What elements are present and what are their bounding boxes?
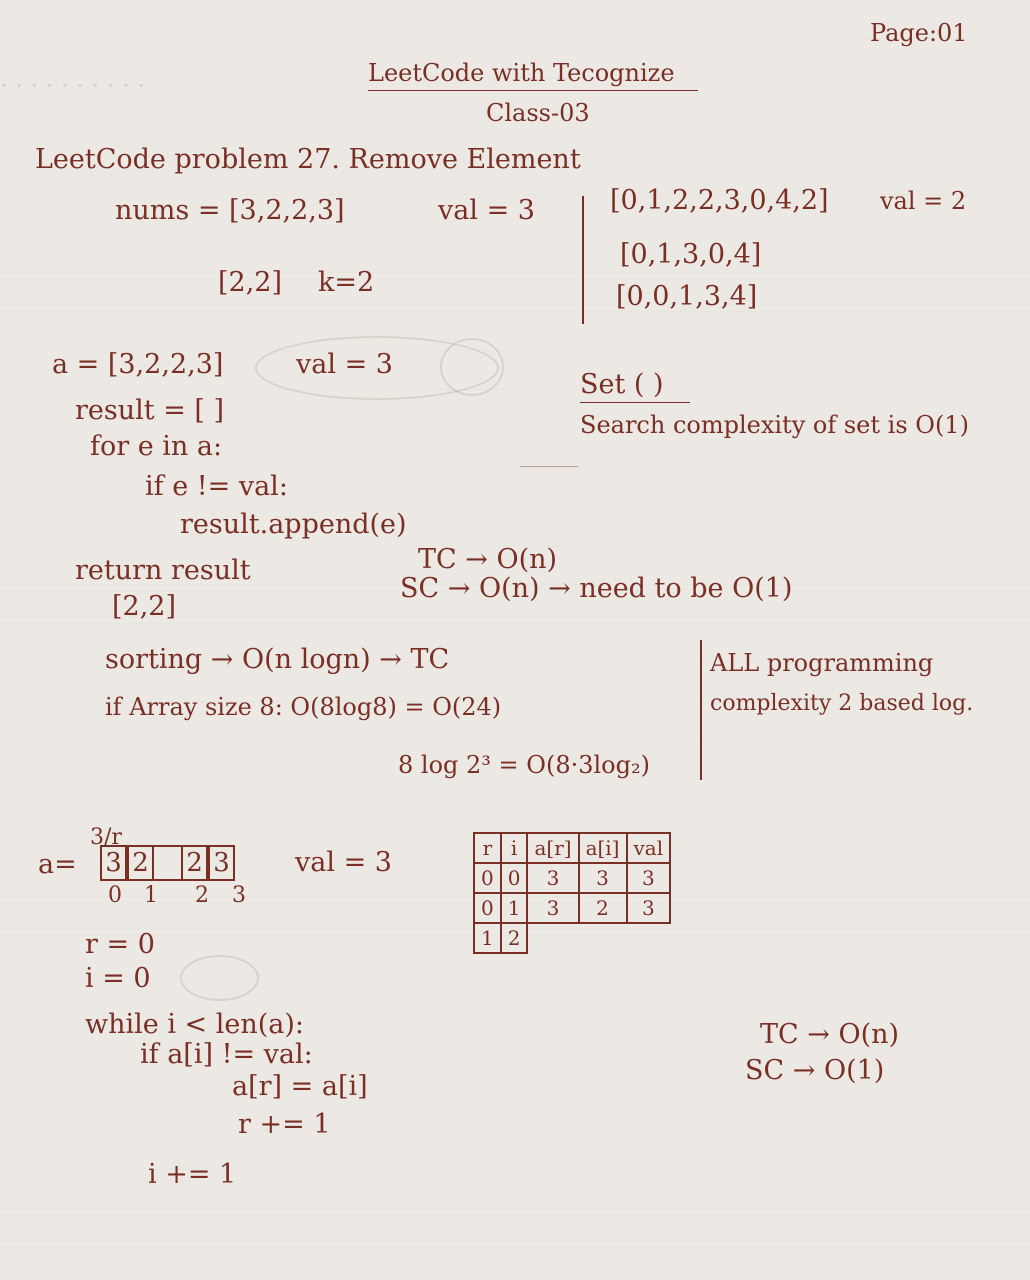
trace-cell: 2 <box>501 923 528 953</box>
trace-cell: 1 <box>501 893 528 923</box>
trace-table-header <box>474 833 670 863</box>
array-val: val = 3 <box>295 847 392 878</box>
approach1-result: [2,2] <box>112 591 177 622</box>
trace-header-cell: r <box>474 833 501 863</box>
approach1-space-complexity: SC → O(n) → need to be O(1) <box>400 573 793 604</box>
array-index: 2 <box>195 883 209 908</box>
approach1-val: val = 3 <box>296 349 393 380</box>
page-title: LeetCode with Tecognize <box>368 59 675 87</box>
approach2-time-complexity: TC → O(n) <box>760 1019 900 1050</box>
trace-table <box>473 832 671 954</box>
example1-val: val = 3 <box>438 195 535 226</box>
example1-k: k=2 <box>318 267 375 298</box>
example2-step1: [0,1,3,0,4] <box>620 239 762 270</box>
array-index: 1 <box>144 883 158 908</box>
ghost-dash <box>520 466 578 467</box>
approach2-space-complexity: SC → O(1) <box>745 1055 885 1086</box>
trace-cell: 2 <box>579 893 627 923</box>
side-note-line1: ALL programming <box>710 649 934 677</box>
trace-table-row <box>474 923 670 953</box>
trace-cell: 1 <box>474 923 501 953</box>
trace-header-cell: a[i] <box>579 833 627 863</box>
trace-cell: 3 <box>579 863 627 893</box>
array-cell: 3 <box>208 845 235 881</box>
trace-cell <box>527 923 578 953</box>
trace-table-row <box>474 893 670 923</box>
problem-heading: LeetCode problem 27. Remove Element <box>35 144 581 175</box>
trace-cell: 0 <box>474 893 501 923</box>
trace-header-cell: val <box>627 833 671 863</box>
approach1-time-complexity: TC → O(n) <box>418 544 558 575</box>
set-note-underline <box>580 402 690 403</box>
trace-table-row <box>474 863 670 893</box>
array-cell-spacer <box>154 845 181 881</box>
approach1-result-init: result = [ ] <box>75 395 225 426</box>
title-underline <box>368 90 698 91</box>
approach2-i-increment: i += 1 <box>148 1159 237 1190</box>
approach2-i-init: i = 0 <box>85 963 151 994</box>
trace-cell: 0 <box>501 863 528 893</box>
approach2-r-init: r = 0 <box>85 929 155 960</box>
trace-header-cell: a[r] <box>527 833 578 863</box>
example2-step2: [0,0,1,3,4] <box>616 281 758 312</box>
sorting-complexity: sorting → O(n logn) → TC <box>105 644 450 675</box>
array-label: a= <box>38 849 77 880</box>
array-index: 0 <box>108 883 122 908</box>
bleed-through-text: · · · · · · · · · · <box>0 72 145 100</box>
trace-cell: 3 <box>627 863 671 893</box>
trace-cell <box>579 923 627 953</box>
set-note: Set ( ) <box>580 369 664 400</box>
array-cell: 3 <box>100 845 127 881</box>
class-label: Class-03 <box>486 99 590 127</box>
sorting-log-expansion: 8 log 2³ = O(8·3log₂) <box>398 751 650 779</box>
approach2-r-increment: r += 1 <box>238 1109 331 1140</box>
bleed-through-ellipse <box>180 955 259 1001</box>
trace-cell: 3 <box>527 863 578 893</box>
approach2-assign: a[r] = a[i] <box>232 1071 368 1102</box>
side-note-line2: complexity 2 based log. <box>710 691 974 716</box>
page-number: Page:01 <box>870 19 968 47</box>
array-cell: 2 <box>127 845 154 881</box>
approach1-for-loop: for e in a: <box>90 431 223 462</box>
example1-output: [2,2] <box>218 267 283 298</box>
example2-val: val = 2 <box>880 187 967 215</box>
trace-cell: 3 <box>627 893 671 923</box>
approach2-if: if a[i] != val: <box>140 1039 313 1070</box>
side-note-divider <box>700 640 702 780</box>
example2-input: [0,1,2,2,3,0,4,2] <box>610 185 829 216</box>
set-complexity-note: Search complexity of set is O(1) <box>580 411 969 439</box>
approach1-append: result.append(e) <box>180 509 407 540</box>
approach1-array: a = [3,2,2,3] <box>52 349 224 380</box>
example-divider <box>582 196 584 324</box>
sorting-example: if Array size 8: O(8log8) = O(24) <box>105 693 502 721</box>
array-index: 3 <box>232 883 246 908</box>
example1-input: nums = [3,2,2,3] <box>115 195 345 226</box>
trace-cell: 0 <box>474 863 501 893</box>
approach2-while: while i < len(a): <box>85 1009 305 1040</box>
trace-cell: 3 <box>527 893 578 923</box>
trace-cell <box>627 923 671 953</box>
approach1-if: if e != val: <box>145 471 288 502</box>
approach1-return: return result <box>75 555 251 586</box>
pointer-label: 3/r <box>90 825 122 850</box>
array-cell: 2 <box>181 845 208 881</box>
trace-header-cell: i <box>501 833 528 863</box>
